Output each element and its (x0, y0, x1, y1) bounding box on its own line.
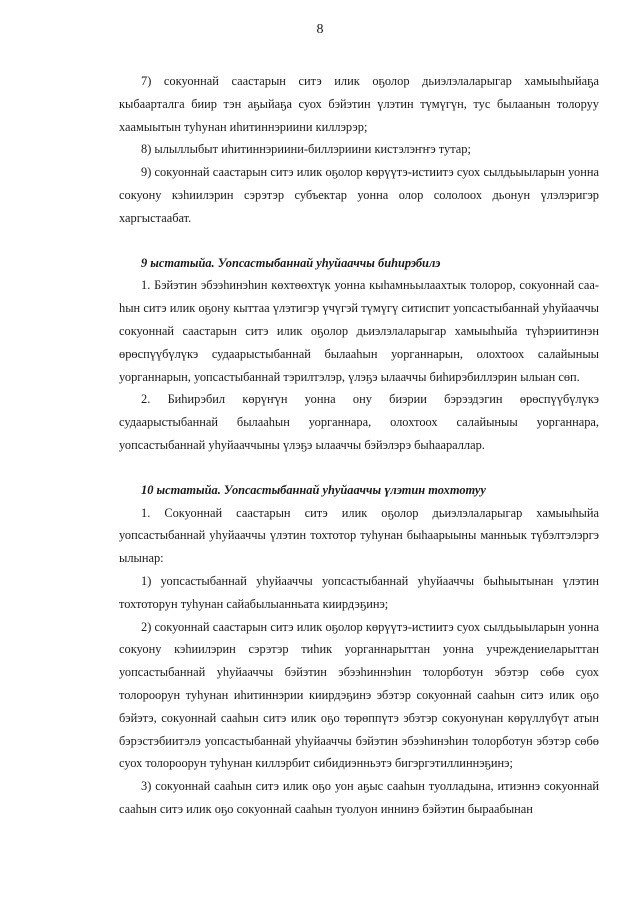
paragraph: 2) сокуоннай саастарын ситэ илик оҕолор көрүүтэ-истиитэ суох сылдьыыларын уонна сокуону кэһиилэрин сэрэтэр тиһик уорганнарыттан уонна учреждениеларыттан уопсастыбаннай уһуйааччы бэйэтин эбээһиннэһин толорботун эбэтэр сөбө суох толороорун туһунан иһитиннэрии киирдэҕинэ эбэтэр сокуоннай сааһын ситэ илик оҕо бэйэтэ, сокуоннай сааһын ситэ илик оҕо төрөппүтэ эбэтэр сокуонунан көрүллүбүт атын бэрэстэбиитэлэ уопсастыбаннай уһуйааччы бэйэтин эбээһинэһин толорботун эбэтэр сөбө суох толороорун туһунан киллэрбит сибидиэнньэтэ бигэргэтиллиннэҕинэ; (119, 619, 599, 771)
document-body (119, 70, 599, 821)
section-10 (119, 479, 599, 821)
paragraph: 3) сокуоннай сааһын ситэ илик оҕо уон аҕыс сааһын туолладына, итиэннэ сокуоннай сааһын ситэ илик оҕо сокуоннай сааһын туолуон иннинэ бэйэтин быраабынан (119, 779, 599, 816)
paragraph: 1. Сокуоннай саастарын ситэ илик оҕолор дьиэлэлаларыгар хамыыһыйа уопсастыбаннай уһуйааччы үлэтин тохтотор туһунан быһаарыыны манньык түбэлтэлэргэ ылынар: (119, 505, 599, 566)
section-9 (119, 252, 599, 457)
paragraph: 9) сокуоннай саастарын ситэ илик оҕолор көрүүтэ-истиитэ суох сылдьыыларын уонна сокуону кэһиилэрин сэрэтэр субъектар уонна олор сололоох дьонун үлэлэригэр харгыстаабат. (119, 165, 599, 225)
paragraph: 2. Биһирэбил көрүҥүн уонна ону биэрии бэрээдэгин өрөспүүбүлүкэ судаарыстыбаннай былааһын уорганнара, олохтоох салайыныы уорганнара, уопсастыбаннай уһуйааччыны үлэҕэ ылааччы бэйэлэрэ быһаараллар. (119, 392, 599, 452)
page-number: 8 (316, 22, 324, 37)
paragraph: 7) сокуоннай саастарын ситэ илик оҕолор дьиэлэлаларыгар хамыыһыйаҕа кыбаарталга биир тэн аҕыйаҕа суох бэйэтин үлэтин түмүгүн, тус былаанын толоруу хаамыытын туһунан иһитиннэриини киллэрэр; (119, 74, 599, 134)
paragraph: 8) ылыллыбыт иһитиннэриини-биллэриини кистэлэҥҥэ тутар; (141, 142, 471, 157)
section-heading: 10 ыстатыйа. Уопсастыбаннай уһуйааччы үлэтин тохтотуу (141, 482, 486, 497)
paragraph: 1) уопсастыбаннай уһуйааччы уопсастыбаннай уһуйааччы быһыытынан үлэтин тохтоторун туһунан сайабылыанньата киирдэҕинэ; (119, 573, 599, 611)
paragraph: 1. Бэйэтин эбээһинэһин көхтөөхтүк уонна кыһамньылаахтык толорор, сокуоннай сааһын ситэ илик оҕону кыттаа үлэтигэр үчүгэй түмүгү ситиспит уопсастыбаннай уһуйааччы сокуоннай саастарын ситэ илик оҕолор дьиэлэлаларыгар хамыыһыйа түһэриитинэн өрөспүүбүлүкэ судаарыстыбаннай былааһын уорганнарын, олохтоох салайыныы уорганнарын, уопсастыбаннай тэрилтэлэр, үлэҕэ ылааччы биһирэбиллэрин ылыан сөп. (119, 278, 599, 384)
section-heading: 9 ыстатыйа. Уопсастыбаннай уһуйааччы биһирэбилэ (141, 255, 441, 270)
